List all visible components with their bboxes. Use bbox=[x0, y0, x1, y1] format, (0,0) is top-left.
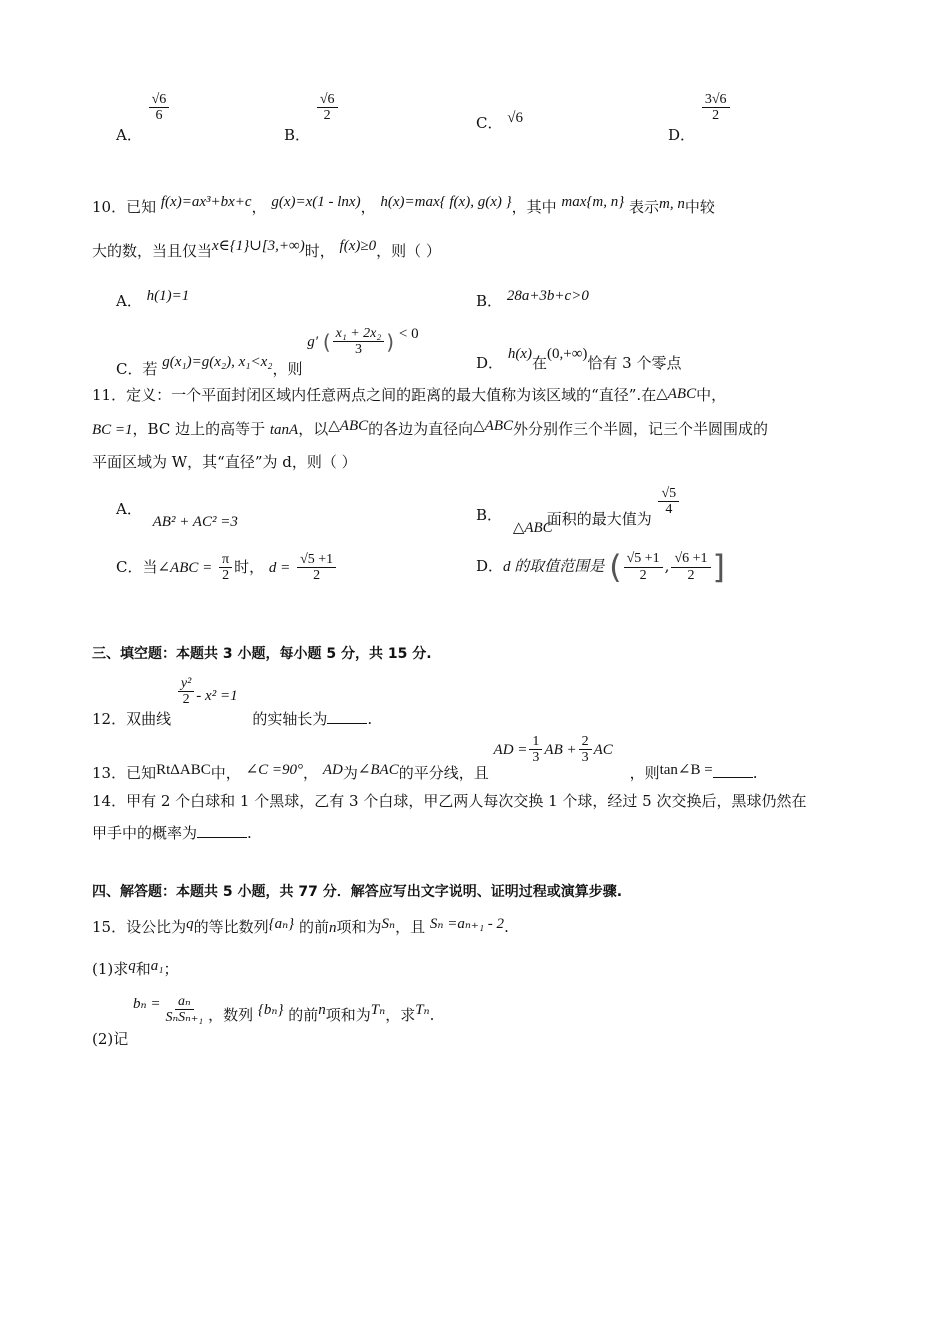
text: 的前 bbox=[298, 918, 329, 936]
sep: ， bbox=[251, 198, 267, 216]
text: 的实轴长为 bbox=[252, 709, 328, 728]
frac-num: √6 +1 bbox=[671, 551, 710, 567]
text: ，则 bbox=[629, 763, 660, 782]
frac-den: 2 bbox=[182, 692, 190, 708]
text: 中较 bbox=[684, 198, 715, 216]
answer-blank[interactable] bbox=[327, 723, 367, 724]
option-expr: h(x) bbox=[507, 346, 532, 362]
frac-num: √5 +1 bbox=[297, 552, 336, 568]
triangle: △ABC bbox=[656, 386, 697, 402]
q12-tail: - x² =1 bbox=[196, 687, 238, 704]
frac-den: 2 bbox=[313, 568, 321, 584]
frac-den: 6 bbox=[155, 108, 163, 124]
frac-num: 2 bbox=[579, 734, 592, 750]
a1: a₁ bbox=[150, 958, 164, 974]
option-label: C．若 bbox=[116, 359, 158, 378]
q10-c-g: g′ bbox=[307, 333, 319, 350]
q11-line3 bbox=[92, 453, 357, 471]
q11-option-a bbox=[116, 500, 238, 530]
angle-bac: ∠BAC bbox=[357, 761, 399, 778]
text: 项和为 bbox=[325, 1005, 371, 1024]
text: 表示 bbox=[629, 198, 660, 216]
q11-c-frac2 bbox=[297, 552, 336, 584]
sequence-a: {aₙ} bbox=[268, 916, 295, 932]
text: 恰有 3 个零点 bbox=[587, 354, 682, 372]
q11-option-d: D．d 的取值范围是 ( $\frac{√5 +1}{2}$ , $\frac{√6 +1}{2}$ ] bbox=[476, 548, 726, 586]
vector-ab: AB + bbox=[544, 741, 577, 758]
q9-option-a bbox=[116, 92, 171, 144]
triangle: △ABC bbox=[473, 418, 514, 434]
q11-option-c bbox=[116, 552, 338, 584]
q: q bbox=[128, 958, 136, 974]
q10-h: h(x)=max{ f(x), g(x) } bbox=[380, 194, 512, 210]
angle-c: ∠C =90° bbox=[245, 761, 304, 778]
q15-part2 bbox=[92, 994, 435, 1048]
frac-den: 3 bbox=[581, 750, 589, 766]
tn: Tₙ bbox=[415, 1001, 430, 1018]
frac-num: 3√6 bbox=[702, 92, 730, 108]
text: 时， bbox=[234, 557, 265, 576]
q10-maxmn: max{m, n} bbox=[561, 194, 625, 210]
q10-cond: x∈{1}∪[3,+∞) bbox=[212, 238, 305, 254]
n: n bbox=[318, 1001, 326, 1018]
n: n bbox=[328, 920, 337, 936]
q11-b-frac bbox=[658, 486, 679, 518]
frac-den: 4 bbox=[665, 502, 673, 518]
vector-ac: AC bbox=[593, 741, 613, 758]
q15-part1 bbox=[92, 960, 179, 979]
q9-option-b bbox=[284, 92, 340, 144]
text: 中， bbox=[696, 386, 727, 404]
frac-den: 2 bbox=[639, 567, 647, 583]
text: . bbox=[752, 763, 758, 782]
text: 项和为 bbox=[336, 918, 382, 936]
text: ，则（ ） bbox=[376, 242, 441, 260]
ad: AD bbox=[322, 761, 343, 778]
option-label: D． bbox=[668, 125, 696, 144]
frac-num: √6 bbox=[317, 92, 338, 108]
option-label: C． bbox=[476, 114, 503, 132]
q10-option-d bbox=[476, 344, 682, 372]
text: 的平分线，且 bbox=[398, 763, 489, 782]
text: . bbox=[429, 1005, 435, 1024]
text: 大的数，当且仅当 bbox=[92, 242, 213, 260]
frac-num: √5 +1 bbox=[624, 551, 663, 567]
option-expr: g(x₁)=g(x₂), x₁<x₂ bbox=[162, 353, 273, 370]
option-label: A． bbox=[116, 500, 142, 518]
bracket-right: ] bbox=[712, 548, 726, 586]
text: 的等比数列 bbox=[193, 918, 269, 936]
text: 和 bbox=[135, 960, 151, 978]
q14-line2 bbox=[92, 824, 252, 842]
sn: Sₙ bbox=[381, 916, 396, 932]
text: 甲手中的概率为 bbox=[92, 824, 198, 842]
frac-den: 2 bbox=[687, 567, 695, 583]
q10-fx: f(x)≥0 bbox=[339, 238, 377, 254]
tan-a: tanA bbox=[269, 422, 299, 438]
text: ，BC 边上的高等于 bbox=[132, 420, 266, 438]
frac-den: 2 bbox=[712, 108, 720, 124]
bc-eq: BC =1 bbox=[92, 422, 133, 438]
tn: Tₙ bbox=[370, 1001, 386, 1018]
text: 中， bbox=[210, 763, 241, 782]
text: ，以 bbox=[298, 420, 329, 438]
q13-frac1 bbox=[529, 734, 542, 766]
text: ，数列 bbox=[208, 1005, 254, 1024]
interval: (0,+∞) bbox=[546, 346, 588, 362]
text: d 的取值范围是 bbox=[503, 559, 605, 576]
q10-option-b bbox=[476, 286, 589, 310]
option-value: √6 bbox=[507, 110, 523, 126]
q10-line2 bbox=[92, 238, 441, 261]
text: . bbox=[504, 918, 509, 936]
triangle: RtΔABC bbox=[156, 761, 211, 778]
q12 bbox=[92, 676, 373, 728]
q9-option-c bbox=[476, 110, 523, 133]
q13 bbox=[92, 734, 758, 782]
sn-eq: Sₙ =aₙ₊₁ - 2 bbox=[429, 916, 505, 932]
tan-b: tan∠B = bbox=[659, 761, 713, 778]
vector-ad: AD = bbox=[493, 741, 528, 758]
text: 面积的最大值为 bbox=[546, 509, 652, 528]
text: < 0 bbox=[398, 325, 419, 342]
q13-frac2 bbox=[579, 734, 592, 766]
option-value: 28a+3b+c>0 bbox=[506, 288, 589, 304]
option-label: B． bbox=[284, 125, 311, 144]
sep: ， bbox=[360, 198, 376, 216]
q9-a-frac bbox=[149, 92, 170, 124]
option-label: A． bbox=[116, 125, 142, 144]
q12-frac bbox=[178, 676, 194, 708]
q10-number: 10．已知 bbox=[92, 198, 157, 216]
bn-eq: bₙ = bbox=[133, 995, 161, 1012]
option-label: A． bbox=[116, 292, 142, 310]
text: 时， bbox=[304, 242, 335, 260]
frac-num: aₙ bbox=[175, 994, 194, 1010]
text: ； bbox=[163, 960, 179, 978]
frac-num: x₁ + 2x₂ bbox=[333, 326, 385, 342]
text: ， bbox=[303, 763, 319, 782]
frac-num: √5 bbox=[658, 486, 679, 502]
option-label: D． bbox=[476, 557, 504, 576]
q14-line1: 14．甲有 2 个白球和 1 个黑球，乙有 3 个白球，甲乙两人每次交换 1 个球，经过 5 次交换后，黑球仍然在 bbox=[92, 792, 807, 810]
frac-num: √6 bbox=[149, 92, 170, 108]
q15-stem bbox=[92, 918, 509, 937]
text: 的各边为直径向 bbox=[368, 420, 474, 438]
frac-num: 1 bbox=[529, 734, 542, 750]
option-value: h(1)=1 bbox=[146, 288, 190, 304]
text: ，其中 bbox=[511, 198, 557, 216]
paren-right: ) bbox=[386, 329, 395, 354]
q11-line1 bbox=[92, 386, 726, 405]
q10-mn: m, n bbox=[659, 196, 685, 212]
frac-den: 2 bbox=[222, 568, 230, 584]
q9-b-frac bbox=[317, 92, 338, 124]
answer-blank[interactable] bbox=[713, 777, 753, 778]
text: 在 bbox=[531, 354, 547, 372]
text: 平面区域为 W，其“直径”为 d，则（ ） bbox=[92, 453, 357, 471]
q15-frac bbox=[162, 994, 206, 1026]
option-label: B． bbox=[476, 505, 503, 524]
q11-option-b bbox=[476, 486, 681, 536]
q10-option-a bbox=[116, 286, 190, 310]
q11-d-frac2 bbox=[671, 551, 710, 583]
frac-den: 3 bbox=[532, 750, 540, 766]
q9-option-d bbox=[668, 92, 732, 144]
text: 12．双曲线 bbox=[92, 709, 172, 728]
q10-f: f(x)=ax³+bx+c bbox=[160, 194, 252, 210]
q10-g: g(x)=x(1 - lnx) bbox=[271, 194, 361, 210]
q: q bbox=[186, 916, 194, 932]
bracket-left: ( bbox=[609, 548, 622, 586]
text: 13．已知 bbox=[92, 763, 157, 782]
paren-left: ( bbox=[322, 329, 331, 354]
option-value: AB² + AC² =3 bbox=[152, 514, 238, 530]
d-eq: d = bbox=[268, 559, 291, 576]
angle: ∠ABC = bbox=[157, 559, 213, 576]
text: . bbox=[367, 709, 373, 728]
sequence-b: {bₙ} bbox=[257, 1001, 284, 1018]
q9-d-frac bbox=[702, 92, 730, 124]
text: 15．设公比为 bbox=[92, 918, 187, 936]
frac-den: SₙSₙ₊₁ bbox=[165, 1010, 204, 1026]
q11-line2 bbox=[92, 420, 768, 439]
frac-num: π bbox=[219, 552, 232, 568]
option-label: B． bbox=[476, 292, 503, 310]
q10-line1 bbox=[92, 194, 715, 217]
text: 为 bbox=[342, 763, 358, 782]
text: (1)求 bbox=[92, 960, 129, 978]
frac-den: 2 bbox=[323, 108, 331, 124]
answer-blank[interactable] bbox=[197, 837, 247, 838]
text: ，且 bbox=[395, 918, 426, 936]
q10-c-frac bbox=[333, 326, 385, 358]
frac-num: y² bbox=[178, 676, 194, 692]
triangle: △ABC bbox=[328, 418, 369, 434]
section-3-heading: 三、填空题：本题共 3 小题，每小题 5 分，共 15 分. bbox=[92, 646, 432, 662]
text: ，则 bbox=[272, 359, 303, 378]
text: . bbox=[247, 824, 252, 842]
text: 的前 bbox=[288, 1005, 319, 1024]
section-4-heading: 四、解答题：本题共 5 小题，共 77 分．解答应写出文字说明、证明过程或演算步骤. bbox=[92, 884, 623, 900]
q11-c-frac1 bbox=[219, 552, 232, 584]
q10-option-c bbox=[116, 325, 419, 378]
text: 外分别作三个半圆，记三个半圆围成的 bbox=[513, 420, 769, 438]
option-label: C．当 bbox=[116, 557, 158, 576]
triangle: △ABC bbox=[512, 519, 553, 536]
frac-den: 3 bbox=[354, 342, 362, 358]
text: 11．定义：一个平面封闭区域内任意两点之间的距离的最大值称为该区域的“直径”.在 bbox=[92, 386, 657, 404]
q11-d-frac1 bbox=[624, 551, 663, 583]
text: ，求 bbox=[385, 1005, 416, 1024]
option-label: D． bbox=[476, 354, 504, 372]
text: (2)记 bbox=[92, 1029, 129, 1048]
